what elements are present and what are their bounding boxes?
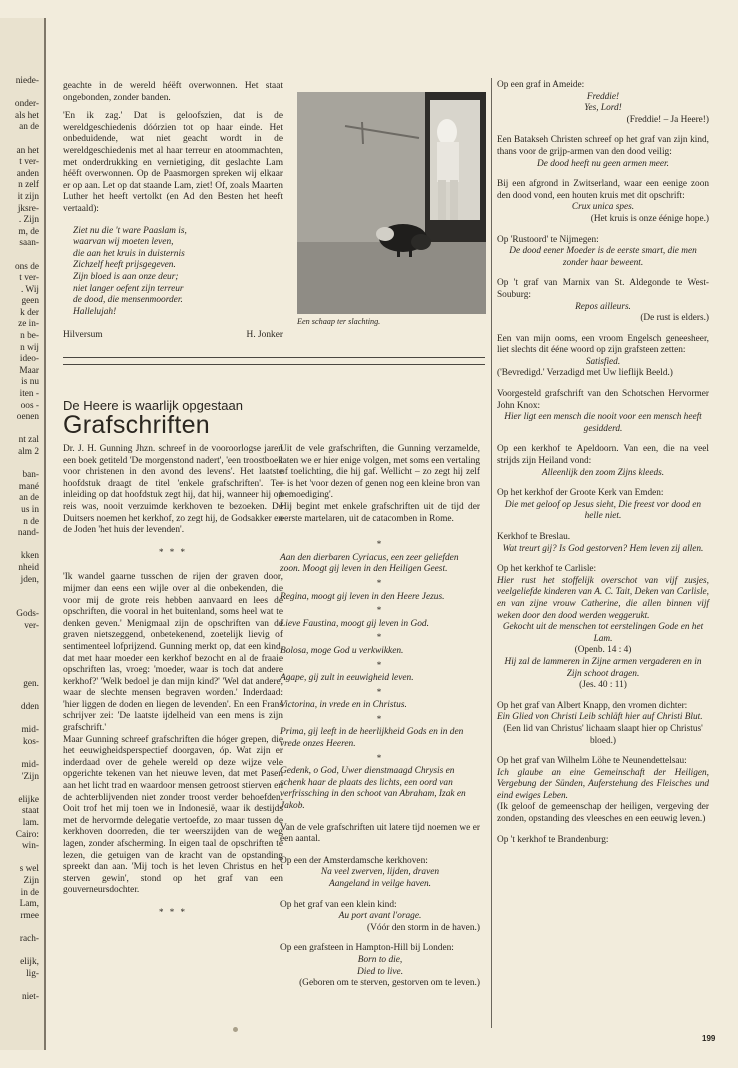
epitaph-line: Hier rust het stoffelijk overschot van vijf zusjes, veelgeliefde kinderen van A. C. Tait, Deken van Carlisle, en van zijne vrouw Catherine, die allen binnen vijf weken door den dood werden weggerukt.: [497, 575, 709, 621]
epitaph-intro: Op een der Amsterdamsche kerkhoven:: [280, 855, 428, 866]
article-subheading: De Heere is waarlijk opgestaan: [63, 398, 243, 413]
previous-page-strip: [0, 18, 46, 1050]
epitaph-intro: Voorgesteld grafschrift van den Schotschen Hervormer John Knox:: [497, 389, 709, 411]
epitaph-line: Born to die,: [357, 954, 403, 965]
epitaph-intro: Op een grafsteen in Hampton-Hill bij Londen:: [280, 943, 454, 954]
epitaph-line: Hier ligt een mensch die nooit voor een mensch heeft gesidderd.: [504, 412, 702, 434]
strip-line: niede-: [15, 76, 39, 86]
strip-line: [0, 853, 42, 865]
strip-line: an het: [16, 145, 39, 156]
strip-line: it zijn: [17, 191, 39, 202]
epitaph-line: Ein Glied von Christi Leib schläft hier auf Christi Blut.: [497, 712, 703, 723]
strip-line: t ver-: [19, 157, 39, 168]
poem-line: waarvan wij moeten leven,: [73, 237, 174, 248]
strip-line: [0, 714, 42, 726]
strip-line: n wij: [20, 342, 39, 353]
strip-line: dden: [20, 702, 39, 713]
strip-line: gen.: [23, 678, 39, 689]
star-separator: *: [376, 659, 384, 670]
strip-line: [0, 748, 42, 760]
strip-line: k der: [20, 307, 39, 318]
signature-line: [63, 330, 283, 344]
bible-reference: (Openb. 14 : 4): [574, 645, 632, 656]
inscription: Regina, moogt gij leven in den Heere Jezus.: [280, 591, 445, 602]
strip-line: ons de: [14, 261, 39, 272]
article-top-column: [63, 81, 283, 344]
poem-line: die aan het kruis in duisternis: [73, 248, 185, 259]
strip-line: [0, 134, 42, 146]
strip-line: an de: [19, 122, 39, 133]
paragraph: 'Ik wandel gaarne tusschen de rijen der graven door, mijmer dan eens een wijle over al die onbekenden, die voor mij de grote reis hebben aanvaard en lees de opschriften, die vooral in het buitenland, soms heel wat te denken geven.' Menigmaal zijn de opschriften van de graven nietszeggend, onbetekenend, zoetelijk lievig of sentimenteel lofprijzend. Gunning merkt op, dat een kind, dat met haar moeder een kerkhof bezocht en al de fraaie opschriften las, vroeg: 'moeder, waar is toch dat andere kerkhof?' 'Welk bedoel je dan mijn kind?' 'Wel dat andere, waar de slechte mensen begraven worden.' Inderdaad: 'hier liggen de doden en liegen de levenden'. En een Frans schrijver zei: 'De laatste ijdelheid van een mens is zijn grafschrift.': [63, 572, 283, 734]
inscription: Lieve Faustina, moogt gij leven in God.: [280, 618, 429, 629]
strip-line: Zijn: [23, 875, 39, 886]
epitaph-line: Alleenlijk den zoom Zijns kleeds.: [541, 467, 665, 478]
strip-line: [0, 656, 42, 668]
article-heading: Grafschriften: [63, 411, 211, 439]
epitaph-line: De dood heeft nu geen armen meer.: [537, 158, 669, 169]
strip-line: lig-: [26, 968, 39, 979]
strip-line: [0, 980, 42, 992]
epitaph-line: Wat treurt gij? Is God gestorven? Hem leven zij allen.: [502, 543, 704, 554]
poem-line: Ziet nu die 't ware Paaslam is,: [73, 225, 187, 236]
strip-line: ver-: [24, 620, 39, 631]
strip-line: s wel: [19, 864, 39, 875]
inscription: Victorina, in vrede en in Christus.: [280, 700, 407, 711]
strip-line: us in: [21, 504, 39, 515]
strip-line: [0, 922, 42, 934]
strip-line: als het: [14, 110, 39, 121]
section-separator: * * *: [159, 906, 187, 917]
strip-line: ze in-: [18, 319, 39, 330]
paragraph: Hij begint met enkele grafschriften uit de tijd der eerste martelaren, uit de catacomben in Rome.: [280, 501, 480, 524]
epitaph-intro: Op 'Rustoord' te Nijmegen:: [497, 234, 599, 245]
strip-line: geen: [21, 296, 39, 307]
place-name: Hilversum: [63, 330, 103, 341]
epitaph-translation: (Ik geloof de gemeenschap der heiligen, vergeving der zonden, opstanding des vleesches en een eeuwig leven.): [497, 802, 709, 825]
poem-line: Zijn bloed is aan onze deur;: [73, 271, 179, 282]
epitaph-translation: ('Bevredigd.' Verzadigd met Uw lieflijk Beeld.): [497, 368, 673, 379]
strip-line: [0, 667, 42, 679]
epitaph-line: Na veel zwerven, lijden, draven: [320, 867, 440, 878]
epitaph-line: Died to live.: [356, 966, 404, 977]
strip-line: Gods-: [16, 609, 39, 620]
strip-line: anden: [16, 168, 39, 179]
strip-line: is nu: [21, 377, 39, 388]
poem-line: Hallelujah!: [73, 306, 117, 317]
strip-line: rmee: [20, 910, 39, 921]
poem-line: de dood, die mensenmoorder.: [73, 295, 183, 306]
strip-line: [0, 424, 42, 436]
strip-line: onder-: [14, 99, 39, 110]
strip-line: in de: [20, 887, 39, 898]
inscription: Prima, gij leeft in de heerlijkheid Gods en in den vrede onzes Heeren.: [280, 727, 464, 750]
strip-line: alm 2: [18, 447, 39, 457]
horizontal-rule: [63, 357, 485, 358]
paragraph: Van de vele grafschriften uit latere tijd noemen we er een aantal.: [280, 822, 480, 845]
star-separator: *: [376, 713, 384, 724]
strip-line: . Zijn: [18, 215, 39, 226]
epitaph-intro: Op het kerkhof te Carlisle:: [497, 564, 597, 575]
strip-line: 'Zijn: [21, 771, 39, 782]
epitaph-line: Freddie!: [586, 91, 620, 102]
poem-line: Zichzelf heeft prijsgegeven.: [73, 260, 176, 271]
strip-line: elijke: [18, 794, 39, 805]
strip-line: saan-: [19, 238, 39, 249]
strip-line: ban-: [22, 470, 39, 481]
strip-line: rach-: [19, 933, 39, 944]
epitaph-line: Gekocht uit de menschen tot eerstelingen Gode en het Lam.: [502, 622, 704, 644]
hymn-poem: [63, 226, 283, 319]
paragraph: Uit de vele grafschriften, die Gunning verzamelde, laten we er hier enige volgen, met soms een vertaling of toelichting, die hij gaf. Wellicht – zo zegt hij zelf – is het 'voor dezen of genen nog een kleine bron van bemoediging'.: [280, 444, 480, 501]
epitaph-intro: Op het graf van Wilhelm Löhe te Neunendettelsau:: [497, 756, 687, 767]
epitaph-column-3: [497, 80, 709, 846]
paragraph: Dr. J. H. Gunning Jhzn. schreef in de vooroorlogse jaren een boek getiteld 'De morgenstond nadert', 'een troostboek voor christenen in den avond des levens'. Het laatste hoofdstuk draagt de titel 'enkele grafschriften'. Ter inleiding op dat hoofdstuk zegt hij, dat hij, wanneer hij op reis was, nooit verzuimde kerkhoven te bezoeken. De Duitsers noemen het kerkhof, zo zegt hij, de Godsakker en de Joden 'het huis der levenden'.: [63, 444, 283, 536]
epitaph-intro: Op een graf in Ameide:: [497, 80, 585, 90]
epitaph-intro: Op 't kerkhof te Brandenburg:: [497, 834, 609, 845]
strip-line: nt zal: [18, 435, 39, 446]
strip-line: win-: [21, 841, 39, 852]
epitaph-intro: Een van mijn ooms, een vroom Engelsch geneesheer, liet slechts dit ééne woord op zijn grafsteen zetten:: [497, 333, 709, 356]
author-name: H. Jonker: [246, 330, 283, 341]
epitaph-line: Repos ailleurs.: [575, 301, 631, 312]
strip-line: t ver-: [19, 273, 39, 284]
strip-line: [0, 644, 42, 656]
star-separator: *: [376, 605, 384, 616]
epitaph-line: Crux unica spes.: [571, 202, 635, 213]
epitaph-translation: (Freddie! – Ja Heere!): [626, 114, 709, 125]
epitaph-translation: (Geboren om te sterven, gestorven om te leven.): [299, 978, 480, 989]
epitaph-translation: (Het kruis is onze éénige hope.): [590, 213, 709, 224]
strip-line: mid-: [21, 725, 39, 736]
strip-line: . Wij: [20, 284, 39, 295]
strip-line: oenen: [16, 412, 39, 423]
strip-line: jden,: [20, 574, 39, 585]
strip-line: [0, 946, 42, 958]
star-separator: *: [376, 577, 384, 588]
epitaph-line: Aangeland in veilge haven.: [328, 879, 432, 889]
strip-line: oos -: [20, 400, 39, 411]
strip-line: n de: [23, 516, 39, 527]
strip-line: n be-: [20, 331, 39, 342]
strip-line: [0, 250, 42, 262]
strip-line: m, de: [18, 226, 39, 237]
strip-line: mané: [18, 481, 39, 492]
strip-line: [0, 88, 42, 100]
inscription: Agape, gij zult in eeuwigheid leven.: [280, 673, 414, 684]
epitaph-intro: Op 't graf van Marnix van St. Aldegonde te West-Souburg:: [497, 278, 709, 300]
epitaph-translation: (De rust is elders.): [640, 313, 709, 324]
strip-line: lam.: [22, 818, 39, 828]
strip-line: niet-: [21, 991, 39, 1002]
strip-line: mid-: [21, 760, 39, 771]
epitaph-line: Satisfied.: [585, 356, 621, 367]
epitaph-intro: Een Batakseh Christen schreef op het graf van zijn kind, thans voor de grijp-armen van den dood veilig:: [497, 135, 709, 157]
photo-lamb: [297, 92, 486, 314]
strip-line: Lam,: [19, 899, 39, 910]
strip-line: elijk,: [20, 957, 39, 968]
poem-line: niet langer oefent zijn terreur: [73, 283, 184, 294]
strip-line: n zelf: [18, 180, 39, 191]
epitaph-line: Die met geloof op Jesus sieht, Die freest vor dood en helle niet.: [504, 499, 702, 522]
inscription: Aan den dierbaren Cyriacus, een zeer geliefden zoon. Moogt gij leven in den Heiligen Geest.: [280, 552, 459, 575]
epitaph-intro: Kerkhof te Breslau.: [497, 532, 571, 542]
strip-line: [0, 459, 42, 471]
strip-line: kken: [20, 551, 39, 562]
strip-line: nheid: [18, 562, 39, 573]
strip-line: kos-: [22, 736, 39, 747]
epitaph-intro: Op een kerkhof te Apeldoorn. Van een, die na veel strijds zijn Heiland vond:: [497, 444, 709, 467]
inscription: Gedenk, o God, Uwer dienstmaagd Chrysis en schenk haar de plaats des lichts, een oord van verfrissching in den schoot van Abraham, Izak en Jakob.: [280, 766, 466, 812]
photo-image: [297, 92, 486, 314]
epitaph-translation: (Vóór den storm in de haven.): [367, 922, 480, 933]
column-divider: [491, 78, 492, 1028]
article-body-column-1: [63, 444, 283, 921]
previous-page-text: [0, 76, 42, 1004]
strip-line: iten -: [19, 389, 39, 400]
paragraph: geachte in de wereld héëft overwonnen. Het staat ongebonden, zonder banden.: [63, 81, 283, 103]
epitaph-intro: Bij een afgrond in Zwitserland, waar een eenige zoon den dood vond, een houten kruis met dit opschrift:: [497, 179, 709, 201]
section-separator: * * *: [159, 546, 187, 557]
star-separator: *: [376, 686, 384, 697]
strip-line: ideo-: [19, 354, 39, 365]
inscription: Bolosa, moge God u verkwikken.: [280, 645, 404, 656]
strip-line: [0, 586, 42, 598]
article-body-column-2: [280, 444, 480, 990]
star-separator: *: [376, 539, 384, 550]
strip-line: Cairo:: [15, 829, 39, 840]
strip-line: [0, 598, 42, 610]
strip-line: [0, 540, 42, 552]
epitaph-line: Ich glaube an eine Gemeinschaft der Heiligen, Vergebung der Sünden, Auferstehung des Fleisches und eind ewiges Leben.: [497, 767, 709, 801]
page-dot-ornament: [233, 1027, 238, 1032]
epitaph-line: Hij zal de lammeren in Zijne armen vergaderen en in Zijn schoot dragen.: [504, 656, 702, 679]
strip-line: [0, 783, 42, 795]
strip-line: Maar: [19, 365, 39, 376]
epitaph-line: Yes, Lord!: [584, 103, 622, 114]
paragraph: Maar Gunning schreef grafschriften die hóger grepen, die het eeuwigheidsperspectief doorgaven, óp. Wat zijn er inderdaad over de gehele wereld op deze wijze vele opgerichte tekenen van het nieuwe leven, dat met Pasen aan het licht trad en waardoor mensen getroost stierven en de achterblijvenden niet zonder troost verder behoefden. Ooit trof het mij toen we in Indonesië, waar ik destijds met de hervormde delegatie vertoefde, zo maar tussen de kerkhoven doorreden, die ter weerszijden van de weg lagen, zonder afscherming. In eigen taal de opschriften te lezen, die getuigen van de kracht van de opstanding spreekt dan aan. 'Mij toch is het leven Christus en het sterven gewin', stond op het graf van een gouverneursdochter.: [63, 734, 283, 896]
strip-line: staat: [21, 806, 39, 817]
star-separator: *: [376, 752, 384, 763]
epitaph-translation: (Een lid van Christus' lichaam slaapt hier op Christus' bloed.): [503, 723, 703, 746]
strip-line: [0, 633, 42, 645]
strip-line: an de: [19, 493, 39, 504]
strip-line: [0, 690, 42, 702]
strip-line: nand-: [17, 528, 39, 539]
paragraph: 'En ik zag.' Dat is geloofszien, dat is de wereldgeschiedenis dóórzien tot op haar einde. Het onbeduidende, wat niet geacht wordt in de wereldgeschiedenis met al haar terreur en atoommachten, met onderdrukking en vernietiging, dit geslachte Lam héëft overwonnen. Op de Paasmorgen spreken wij elkaar er op aan. Let op dat staande Lam, ziet! Of, zoals Maarten Luther het heeft vertolkt (en Ad den Besten het heeft vertaald):: [63, 111, 283, 214]
photo-caption: Een schaap ter slachting.: [297, 317, 381, 326]
page-number: 199: [702, 1034, 716, 1043]
epitaph-intro: Op het kerkhof der Groote Kerk van Emden:: [497, 488, 664, 499]
horizontal-rule: [63, 364, 485, 365]
epitaph-line: Au port avant l'orage.: [338, 911, 422, 922]
bible-reference: (Jes. 40 : 11): [579, 680, 627, 691]
strip-line: jksre-: [17, 203, 39, 214]
epitaph-intro: Op het graf van een klein kind:: [280, 899, 397, 910]
epitaph-intro: Op het graf van Albert Knapp, den vromen dichter:: [497, 700, 688, 711]
star-separator: *: [376, 632, 384, 643]
epitaph-line: De dood eener Moeder is de eerste smart, die men zonder haar beweent.: [509, 246, 697, 268]
